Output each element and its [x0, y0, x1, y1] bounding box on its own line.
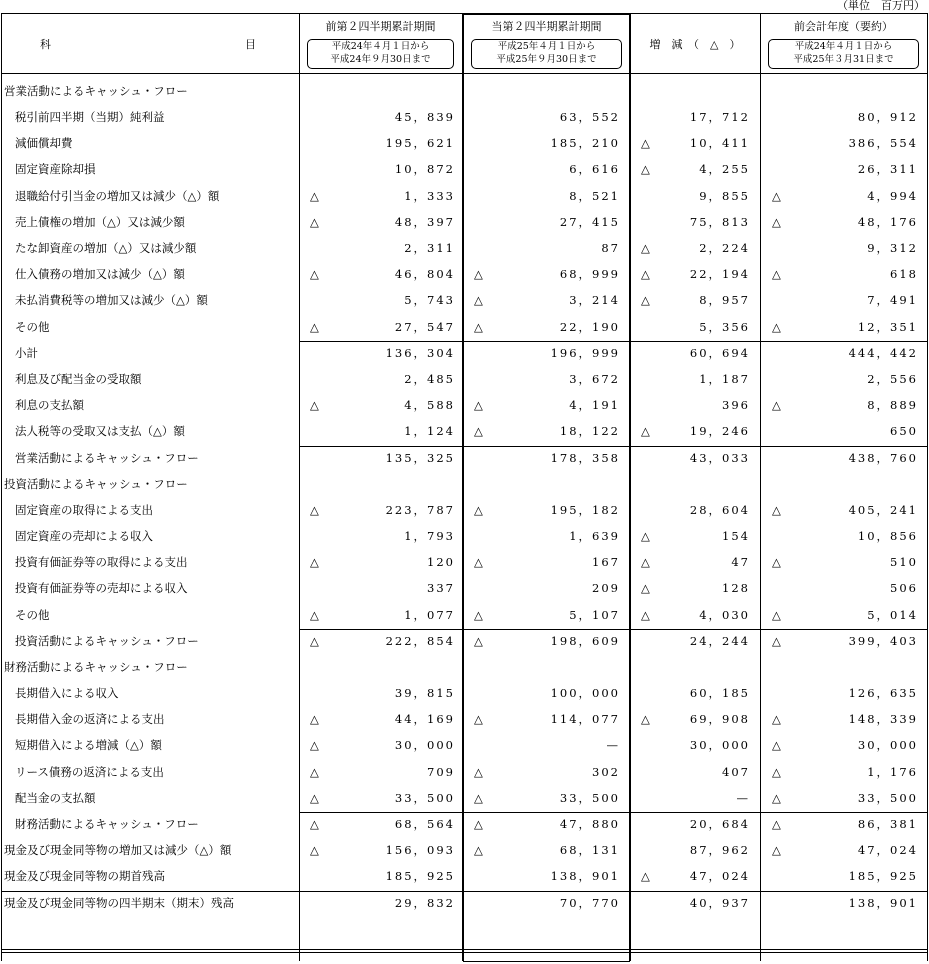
row-label: 長期借入による収入	[15, 686, 119, 700]
cell-value: 27，415	[559, 214, 620, 229]
column-rule	[1, 13, 2, 961]
cell-value: 9，312	[867, 241, 918, 255]
cell-value: 438，760	[848, 450, 918, 465]
row-label: 固定資産の取得による支出	[15, 502, 153, 517]
cell-value: 5，014	[867, 607, 918, 622]
cell-value: 4，191	[569, 398, 620, 413]
header-period-3-0: 平成24年４月１日から	[794, 41, 893, 52]
negative-mark: △	[474, 607, 483, 622]
cell-value: 47，880	[559, 817, 620, 831]
table-top-rule-bold	[463, 14, 630, 15]
total-rule-left-1	[1, 949, 299, 950]
header-col-title-1: 当第２四半期累計期間	[491, 20, 602, 33]
cell-value: 24，244	[689, 633, 750, 648]
cell-value: 185，210	[550, 136, 620, 151]
cell-value: 5，107	[569, 607, 620, 622]
row-label: 売上債権の増加（△）又は減少額	[15, 214, 185, 229]
cell-value: 1，639	[569, 529, 620, 543]
cell-value: 618	[890, 267, 918, 282]
negative-mark: △	[641, 293, 650, 308]
cell-value: 138，901	[550, 869, 620, 884]
negative-mark: △	[474, 502, 483, 517]
cell-value: 18，122	[559, 424, 620, 439]
row-label: 退職給付引当金の増加又は減少（△）額	[15, 188, 220, 203]
row-label: 小計	[15, 345, 38, 360]
negative-mark: △	[641, 162, 650, 177]
column-rule	[630, 13, 631, 961]
row-label: 配当金の支払額	[15, 790, 96, 805]
cell-value: 156，093	[385, 843, 455, 858]
negative-mark: △	[310, 188, 319, 203]
negative-mark: △	[772, 267, 781, 282]
row-label: 利息の支払額	[15, 398, 84, 413]
cell-value: 63，552	[559, 110, 620, 124]
cell-value: 1，333	[404, 188, 455, 203]
cell-value: 4，994	[867, 188, 918, 203]
negative-mark: △	[474, 790, 483, 805]
cell-value: 47	[731, 555, 750, 570]
cell-value: 506	[890, 581, 918, 596]
negative-mark: △	[310, 764, 319, 779]
header-col-title-2: 増 減 （ △ ）	[649, 38, 741, 51]
row-label: 営業活動によるキャッシュ・フロー	[15, 450, 199, 465]
negative-mark: △	[310, 555, 319, 570]
cell-value: 8，957	[699, 293, 750, 308]
cell-value: 100，000	[550, 686, 620, 700]
cell-value: 48，176	[857, 214, 918, 229]
cell-value: 223，787	[385, 502, 455, 517]
negative-mark: △	[641, 712, 650, 727]
cell-value: 222，854	[385, 633, 455, 648]
cell-value: 86，381	[857, 817, 918, 831]
cell-value: 40，937	[689, 895, 750, 910]
cell-value: 80，912	[857, 110, 918, 124]
cell-value: 337	[427, 581, 455, 596]
cell-value: 68，564	[394, 817, 455, 831]
cell-value: 2，311	[404, 241, 455, 255]
cell-value: 19，246	[689, 424, 750, 439]
negative-mark: △	[772, 738, 781, 753]
cell-value: 185，925	[385, 869, 455, 884]
negative-mark: △	[772, 607, 781, 622]
negative-mark: △	[474, 424, 483, 439]
header-period-0-1: 平成24年９月30日まで	[330, 54, 431, 65]
negative-mark: △	[772, 188, 781, 203]
cell-value: 135，325	[385, 450, 455, 465]
total-rule-1	[299, 949, 927, 950]
header-col-title-0: 前第２四半期累計期間	[325, 20, 436, 33]
negative-mark: △	[772, 398, 781, 413]
cell-value: 120	[427, 555, 455, 570]
negative-mark: △	[772, 319, 781, 334]
cell-value: 1，187	[699, 372, 750, 386]
negative-mark: △	[310, 267, 319, 282]
header-bottom-rule	[1, 73, 928, 74]
cell-value: 10，411	[689, 136, 750, 151]
negative-mark: △	[310, 790, 319, 805]
column-rule-bold	[463, 13, 464, 961]
cell-value: 399，403	[848, 633, 918, 648]
cell-value: 1，124	[404, 424, 455, 439]
negative-mark: △	[310, 843, 319, 858]
negative-mark: △	[641, 555, 650, 570]
negative-mark: △	[310, 738, 319, 753]
cell-value: 2，485	[404, 372, 455, 386]
row-label: たな卸資産の増加（△）又は減少額	[15, 241, 197, 255]
negative-mark: △	[474, 817, 483, 831]
cell-value: 47，024	[857, 843, 918, 858]
row-label: 利息及び配当金の受取額	[15, 372, 142, 386]
negative-mark: △	[310, 502, 319, 517]
negative-mark: △	[772, 790, 781, 805]
cell-value: 185，925	[848, 869, 918, 884]
negative-mark: △	[474, 267, 483, 282]
cell-value: —	[606, 738, 620, 753]
cell-value: 60，694	[689, 345, 750, 360]
cell-value: 195，182	[550, 502, 620, 517]
row-rule-21	[299, 629, 927, 630]
cell-value: 10，872	[394, 162, 455, 177]
cell-value: 407	[722, 764, 750, 779]
cell-value: 6，616	[569, 162, 620, 177]
cell-value: 709	[427, 764, 455, 779]
cell-value: 20，684	[689, 817, 750, 831]
negative-mark: △	[310, 607, 319, 622]
cell-value: 302	[592, 764, 620, 779]
cell-value: 386，554	[848, 136, 918, 151]
cell-value: 43，033	[689, 450, 750, 465]
row-rule-14	[299, 446, 927, 447]
cell-value: 27，547	[394, 319, 455, 334]
cell-value: 39，815	[394, 686, 455, 700]
cell-value: 128	[722, 581, 750, 596]
cell-value: 33，500	[857, 790, 918, 805]
cell-value: 69，908	[689, 712, 750, 727]
cell-value: 195，621	[385, 136, 455, 151]
row-rule-31	[299, 891, 927, 892]
cell-value: 167	[592, 555, 620, 570]
cell-value: 29，832	[394, 895, 455, 910]
cell-value: 510	[890, 555, 918, 570]
cell-value: 33，500	[559, 790, 620, 805]
column-rule	[927, 13, 928, 961]
cell-value: 33，500	[394, 790, 455, 805]
header-item-left: 科	[40, 38, 51, 51]
cell-value: 17，712	[689, 110, 750, 124]
cell-value: 1，176	[867, 764, 918, 779]
row-label: 投資有価証券等の売却による収入	[15, 581, 188, 596]
row-label: 未払消費税等の増加又は減少（△）額	[15, 293, 208, 308]
row-label: 長期借入金の返済による支出	[15, 712, 165, 727]
row-label: リース債務の返済による支出	[15, 764, 164, 779]
negative-mark: △	[310, 214, 319, 229]
row-label: 減価償却費	[15, 136, 73, 151]
negative-mark: △	[310, 817, 319, 831]
negative-mark: △	[641, 581, 650, 596]
header-col-title-3: 前会計年度（要約）	[794, 20, 893, 33]
cell-value: —	[736, 790, 750, 805]
table-bottom-rule-bold	[463, 961, 630, 962]
cell-value: 178，358	[550, 450, 620, 465]
negative-mark: △	[772, 633, 781, 648]
row-label: 財務活動によるキャッシュ・フロー	[15, 817, 199, 831]
cell-value: 30，000	[857, 738, 918, 753]
cell-value: 48，397	[394, 214, 455, 229]
cell-value: 148，339	[848, 712, 918, 727]
cell-value: 10，856	[857, 529, 918, 543]
header-period-3-1: 平成25年３月31日まで	[793, 54, 894, 65]
cell-value: 2，556	[867, 372, 918, 386]
row-label: 投資活動によるキャッシュ・フロー	[15, 633, 199, 648]
cell-value: 70，770	[559, 895, 620, 910]
negative-mark: △	[641, 529, 650, 543]
cell-value: 30，000	[394, 738, 455, 753]
cell-value: 114，077	[550, 712, 620, 727]
negative-mark: △	[641, 267, 650, 282]
cell-value: 9，855	[699, 188, 750, 203]
cell-value: 8，521	[569, 188, 620, 203]
cell-value: 44，169	[394, 712, 455, 727]
section-heading: 財務活動によるキャッシュ・フロー	[4, 660, 188, 674]
cell-value: 3，672	[569, 372, 620, 386]
negative-mark: △	[641, 241, 650, 255]
column-rule	[760, 13, 761, 961]
cell-value: 405，241	[848, 502, 918, 517]
header-item-right: 目	[245, 38, 256, 51]
cell-value: 2，224	[699, 241, 750, 255]
column-rule	[299, 13, 300, 961]
cell-value: 198，609	[550, 633, 620, 648]
negative-mark: △	[772, 817, 781, 831]
cell-value: 47，024	[689, 869, 750, 884]
section-heading: 営業活動によるキャッシュ・フロー	[4, 84, 188, 98]
negative-mark: △	[772, 214, 781, 229]
negative-mark: △	[772, 843, 781, 858]
negative-mark: △	[474, 633, 483, 648]
row-label: その他	[15, 607, 50, 622]
cell-value: 396	[722, 398, 750, 413]
cell-value: 138，901	[848, 895, 918, 910]
row-label: 現金及び現金同等物の増加又は減少（△）額	[4, 843, 232, 858]
cell-value: 30，000	[689, 738, 750, 753]
negative-mark: △	[474, 398, 483, 413]
negative-mark: △	[474, 555, 483, 570]
negative-mark: △	[474, 764, 483, 779]
cell-value: 26，311	[857, 162, 918, 177]
cell-value: 28，604	[689, 502, 750, 517]
cell-value: 68，131	[559, 843, 620, 858]
header-period-1-0: 平成25年４月１日から	[497, 41, 596, 52]
cell-value: 444，442	[848, 345, 918, 360]
negative-mark: △	[474, 712, 483, 727]
negative-mark: △	[474, 319, 483, 334]
cell-value: 1，793	[404, 529, 455, 543]
cell-value: 46，804	[394, 267, 455, 282]
row-label: 固定資産の売却による収入	[15, 529, 153, 543]
row-label: その他	[15, 319, 50, 334]
row-rule-10	[299, 341, 927, 342]
negative-mark: △	[474, 293, 483, 308]
cell-value: 87，962	[689, 843, 750, 858]
cell-value: 650	[890, 424, 918, 439]
header-period-0-0: 平成24年４月１日から	[331, 41, 430, 52]
negative-mark: △	[310, 712, 319, 727]
cell-value: 3，214	[569, 293, 620, 308]
cell-value: 196，999	[550, 345, 620, 360]
negative-mark: △	[772, 712, 781, 727]
cell-value: 4，255	[699, 162, 750, 177]
negative-mark: △	[641, 869, 650, 884]
cell-value: 4，030	[699, 607, 750, 622]
negative-mark: △	[310, 319, 319, 334]
row-rule-28	[299, 812, 927, 813]
row-label: 現金及び現金同等物の期首残高	[4, 869, 165, 884]
cell-value: 5，743	[404, 293, 455, 308]
row-label: 短期借入による増減（△）額	[15, 738, 162, 753]
row-label: 税引前四半期（当期）純利益	[15, 110, 165, 124]
cell-value: 209	[592, 581, 620, 596]
row-rule-left-31	[1, 891, 299, 892]
negative-mark: △	[641, 136, 650, 151]
negative-mark: △	[474, 843, 483, 858]
cell-value: 45，839	[394, 110, 455, 124]
cell-value: 12，351	[857, 319, 918, 334]
total-rule-left-2	[1, 952, 299, 953]
row-label: 仕入債務の増加又は減少（△）額	[15, 267, 185, 282]
cell-value: 87	[601, 241, 620, 255]
cell-value: 22，190	[559, 319, 620, 334]
cell-value: 136，304	[385, 345, 455, 360]
cell-value: 68，999	[559, 267, 620, 282]
unit-label: （単位 百万円）	[837, 0, 925, 12]
column-rule-bold	[629, 13, 630, 961]
row-label: 現金及び現金同等物の四半期末（期末）残高	[4, 895, 234, 910]
cell-value: 154	[722, 529, 750, 543]
negative-mark: △	[772, 555, 781, 570]
negative-mark: △	[310, 398, 319, 413]
negative-mark: △	[310, 633, 319, 648]
cell-value: 5，356	[699, 319, 750, 334]
row-label: 投資有価証券等の取得による支出	[15, 555, 188, 570]
cell-value: 1，077	[404, 607, 455, 622]
row-label: 固定資産除却損	[15, 162, 96, 177]
negative-mark: △	[641, 607, 650, 622]
total-rule-2	[299, 952, 927, 953]
cell-value: 60，185	[689, 686, 750, 700]
cell-value: 8，889	[867, 398, 918, 413]
cell-value: 4，588	[404, 398, 455, 413]
cell-value: 22，194	[689, 267, 750, 282]
row-label: 法人税等の受取又は支払（△）額	[15, 424, 185, 439]
cell-value: 7，491	[867, 293, 918, 308]
cell-value: 126，635	[848, 686, 918, 700]
section-heading: 投資活動によるキャッシュ・フロー	[4, 476, 188, 491]
header-period-1-1: 平成25年９月30日まで	[496, 54, 597, 65]
negative-mark: △	[772, 502, 781, 517]
negative-mark: △	[772, 764, 781, 779]
cell-value: 75，813	[689, 214, 750, 229]
negative-mark: △	[641, 424, 650, 439]
